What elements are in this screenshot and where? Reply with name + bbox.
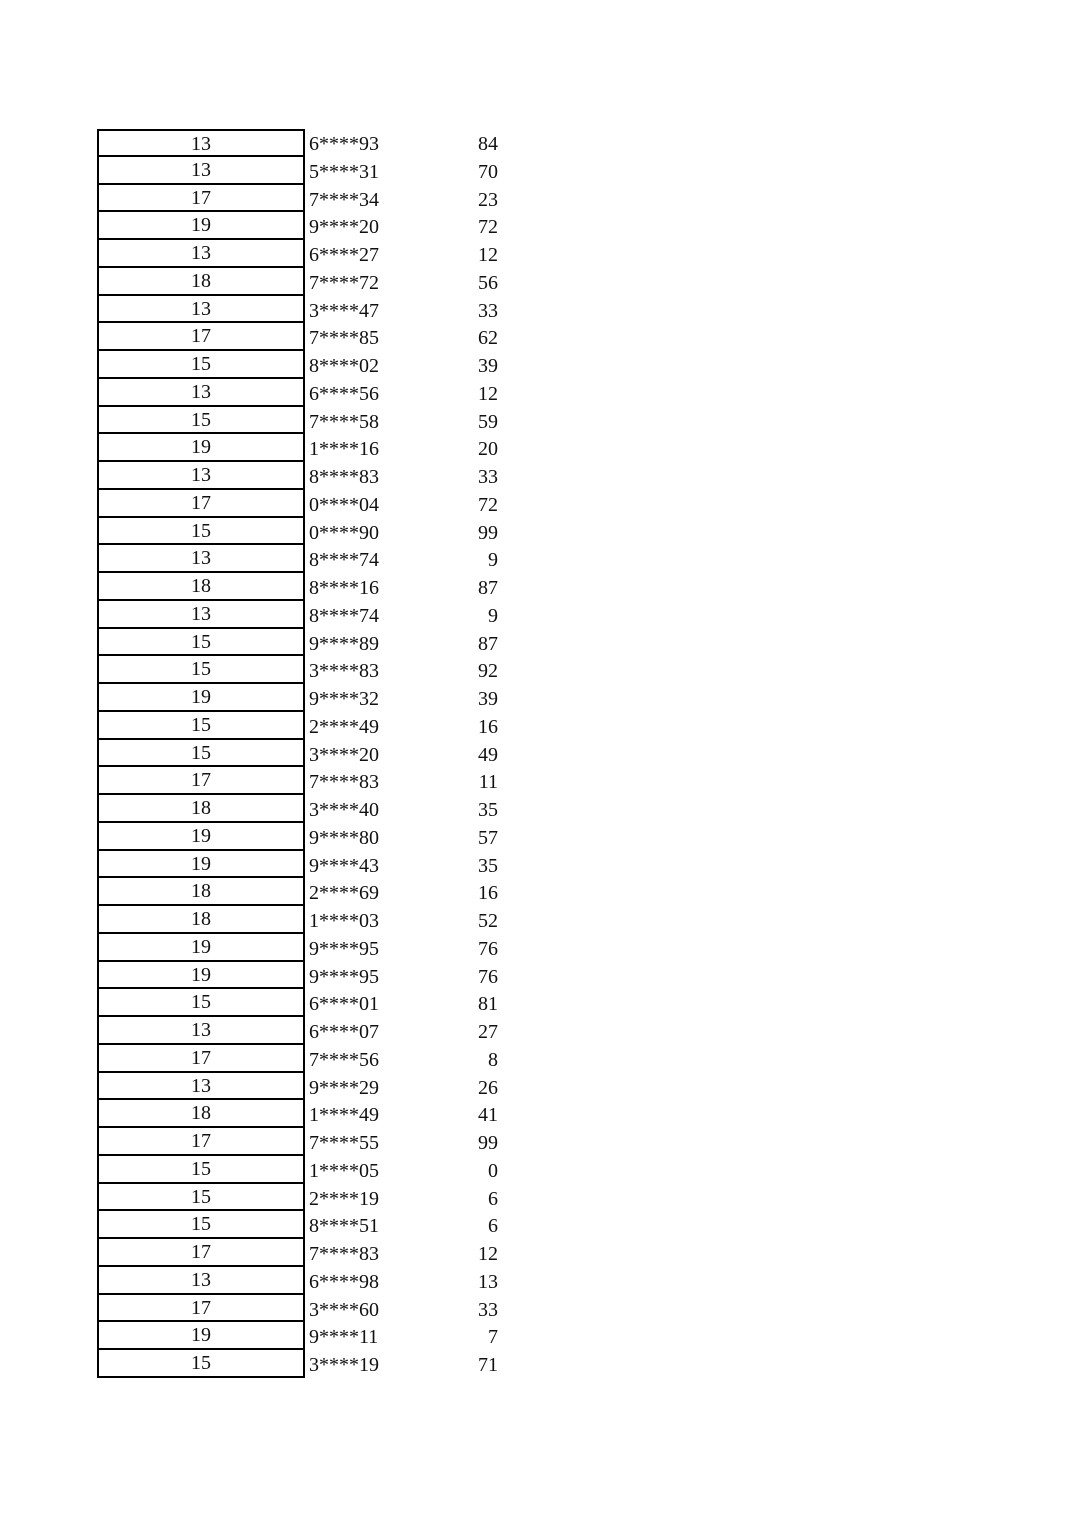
masked-id-cell: 8****74 [309,549,379,572]
table-row [97,1350,498,1378]
group-cell: 13 [97,157,305,185]
group-cell: 15 [97,1350,305,1378]
masked-id-cell: 1****05 [309,1159,379,1182]
table-row [97,740,498,768]
masked-id-cell: 7****55 [309,1132,379,1154]
table-row [97,767,498,795]
masked-id-cell: 1****03 [309,910,379,932]
score-cell: 59 [478,410,498,433]
score-cell: 12 [478,244,498,266]
masked-id-cell: 0****90 [309,521,379,544]
score-cell: 33 [478,1298,498,1321]
masked-id-cell: 6****07 [309,1021,379,1043]
masked-id-cell: 3****40 [309,799,379,821]
masked-id-cell: 1****49 [309,1104,379,1127]
masked-id-cell: 7****72 [309,271,379,294]
score-cell: 57 [478,826,498,849]
group-cell: 15 [97,1211,305,1239]
group-cell: 18 [97,795,305,823]
table-row [97,629,498,657]
table-row [97,989,498,1017]
masked-id-cell: 9****32 [309,688,379,710]
table-row [97,545,498,573]
masked-id-cell: 8****74 [309,604,379,627]
table-row [97,1073,498,1101]
table-row [97,1184,498,1212]
masked-id-cell: 8****51 [309,1215,379,1238]
masked-id-cell: 9****43 [309,854,379,877]
group-cell: 19 [97,823,305,851]
masked-id-cell: 7****83 [309,771,379,794]
table-row [97,129,498,157]
masked-id-cell: 5****31 [309,160,379,183]
score-cell: 13 [478,1270,498,1293]
masked-id-cell: 6****93 [309,133,379,155]
score-cell: 0 [488,1159,498,1182]
score-cell: 72 [478,216,498,239]
score-cell: 11 [478,771,498,794]
score-cell: 70 [478,160,498,183]
table-row [97,462,498,490]
table-row [97,490,498,518]
masked-id-cell: 7****85 [309,327,379,350]
group-cell: 18 [97,573,305,601]
group-cell: 15 [97,740,305,768]
score-cell: 76 [478,937,498,960]
table-row [97,157,498,185]
table-row [97,240,498,268]
table-row [97,1045,498,1073]
score-cell: 72 [478,493,498,516]
score-cell: 7 [488,1326,498,1349]
table-row [97,1017,498,1045]
table-row [97,823,498,851]
score-cell: 76 [478,965,498,988]
table-row [97,379,498,407]
masked-id-cell: 2****19 [309,1187,379,1210]
group-cell: 18 [97,906,305,934]
group-cell: 17 [97,185,305,213]
score-cell: 87 [478,632,498,655]
group-cell: 17 [97,1295,305,1323]
masked-id-cell: 2****69 [309,882,379,905]
table-row [97,1128,498,1156]
score-cell: 8 [488,1048,498,1071]
table-row [97,962,498,990]
masked-id-cell: 6****98 [309,1270,379,1293]
group-cell: 19 [97,684,305,712]
table-row [97,268,498,296]
group-cell: 17 [97,490,305,518]
score-cell: 49 [478,743,498,766]
table-row [97,1295,498,1323]
score-cell: 6 [488,1187,498,1210]
masked-id-cell: 6****01 [309,993,379,1016]
masked-id-cell: 3****60 [309,1298,379,1321]
group-cell: 15 [97,518,305,546]
table-row [97,1239,498,1267]
table-row [97,573,498,601]
score-cell: 39 [478,355,498,377]
score-cell: 12 [478,1243,498,1265]
group-cell: 13 [97,1267,305,1295]
masked-id-cell: 8****83 [309,466,379,488]
group-cell: 13 [97,1017,305,1045]
table-row [97,296,498,324]
masked-id-cell: 7****34 [309,188,379,211]
table-row [97,518,498,546]
score-cell: 39 [478,688,498,710]
score-cell: 33 [478,299,498,322]
group-cell: 18 [97,878,305,906]
score-cell: 35 [478,799,498,821]
score-cell: 27 [478,1021,498,1043]
table-row [97,212,498,240]
table-row [97,851,498,879]
group-cell: 19 [97,851,305,879]
table-row [97,1156,498,1184]
score-cell: 52 [478,910,498,932]
masked-id-cell: 9****20 [309,216,379,239]
score-cell: 84 [478,133,498,155]
table-row [97,1100,498,1128]
table-row [97,185,498,213]
masked-id-cell: 2****49 [309,715,379,738]
table-row [97,323,498,351]
score-cell: 99 [478,521,498,544]
masked-id-cell: 0****04 [309,493,379,516]
masked-id-cell: 9****89 [309,632,379,655]
masked-id-cell: 7****56 [309,1048,379,1071]
masked-id-cell: 8****16 [309,577,379,599]
score-cell: 16 [478,882,498,905]
data-table [97,129,498,1378]
group-cell: 19 [97,434,305,462]
group-cell: 17 [97,1239,305,1267]
table-row [97,1322,498,1350]
masked-id-cell: 3****19 [309,1354,379,1376]
group-cell: 13 [97,1073,305,1101]
group-cell: 15 [97,712,305,740]
score-cell: 92 [478,660,498,683]
group-cell: 18 [97,268,305,296]
group-cell: 17 [97,1045,305,1073]
score-cell: 12 [478,382,498,405]
table-row [97,351,498,379]
table-row [97,656,498,684]
group-cell: 19 [97,1322,305,1350]
score-cell: 33 [478,466,498,488]
group-cell: 15 [97,989,305,1017]
masked-id-cell: 9****80 [309,826,379,849]
score-cell: 20 [478,438,498,461]
group-cell: 13 [97,129,305,157]
score-cell: 9 [488,604,498,627]
score-cell: 16 [478,715,498,738]
group-cell: 13 [97,240,305,268]
group-cell: 19 [97,212,305,240]
masked-id-cell: 6****27 [309,244,379,266]
group-cell: 15 [97,351,305,379]
masked-id-cell: 1****16 [309,438,379,461]
score-cell: 81 [478,993,498,1016]
group-cell: 15 [97,656,305,684]
score-cell: 35 [478,854,498,877]
table-row [97,906,498,934]
masked-id-cell: 6****56 [309,382,379,405]
masked-id-cell: 9****95 [309,937,379,960]
score-cell: 87 [478,577,498,599]
table-row [97,712,498,740]
masked-id-cell: 3****83 [309,660,379,683]
table-row [97,795,498,823]
group-cell: 13 [97,296,305,324]
masked-id-cell: 9****29 [309,1076,379,1099]
group-cell: 13 [97,379,305,407]
score-cell: 71 [478,1354,498,1376]
table-row [97,601,498,629]
table-row [97,407,498,435]
group-cell: 15 [97,629,305,657]
masked-id-cell: 9****11 [309,1326,379,1349]
score-cell: 62 [478,327,498,350]
table-row [97,878,498,906]
table-row [97,934,498,962]
masked-id-cell: 7****58 [309,410,379,433]
table-row [97,684,498,712]
group-cell: 19 [97,962,305,990]
group-cell: 17 [97,1128,305,1156]
masked-id-cell: 8****02 [309,355,379,377]
table-row [97,434,498,462]
group-cell: 17 [97,767,305,795]
group-cell: 19 [97,934,305,962]
group-cell: 15 [97,1156,305,1184]
score-cell: 99 [478,1132,498,1154]
score-cell: 41 [478,1104,498,1127]
group-cell: 15 [97,1184,305,1212]
table-row [97,1211,498,1239]
masked-id-cell: 3****47 [309,299,379,322]
group-cell: 13 [97,462,305,490]
score-cell: 26 [478,1076,498,1099]
group-cell: 13 [97,545,305,573]
group-cell: 15 [97,407,305,435]
masked-id-cell: 9****95 [309,965,379,988]
score-cell: 9 [488,549,498,572]
group-cell: 13 [97,601,305,629]
group-cell: 18 [97,1100,305,1128]
masked-id-cell: 7****83 [309,1243,379,1265]
score-cell: 23 [478,188,498,211]
score-cell: 56 [478,271,498,294]
table-row [97,1267,498,1295]
masked-id-cell: 3****20 [309,743,379,766]
score-cell: 6 [488,1215,498,1238]
group-cell: 17 [97,323,305,351]
